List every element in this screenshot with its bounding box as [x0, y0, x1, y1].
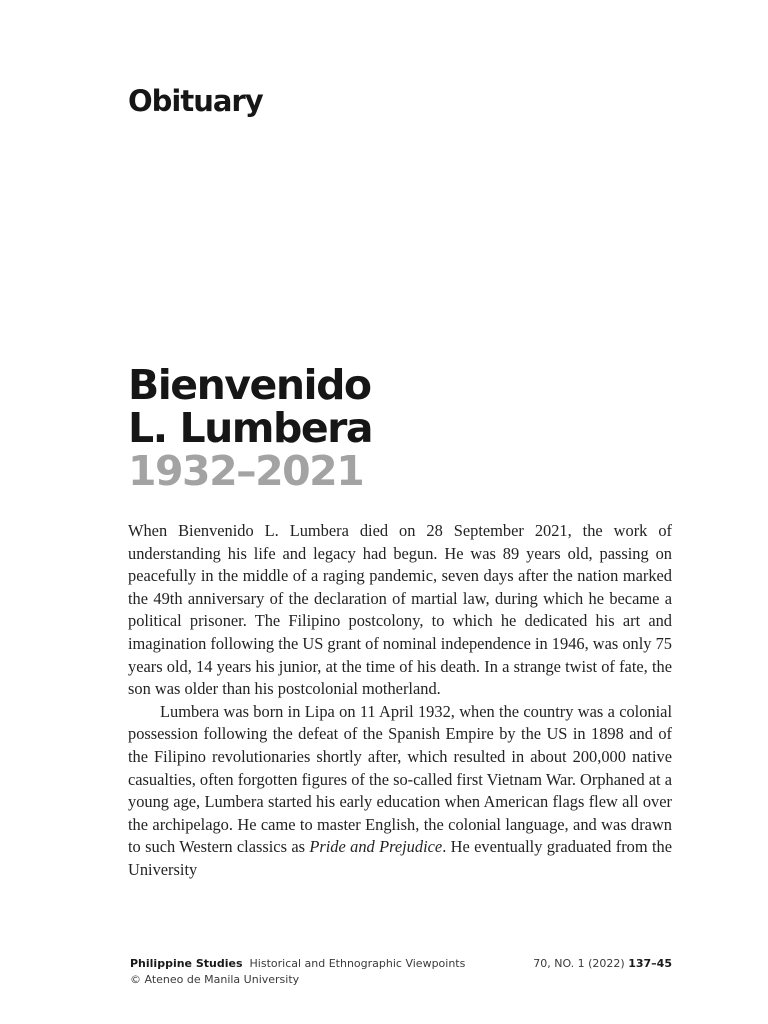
footer-row — [130, 956, 672, 972]
article-title — [128, 361, 373, 495]
paragraph-2-text-end: . He eventually graduated from the University — [128, 837, 672, 879]
journal-subtitle: Historical and Ethnographic Viewpoints — [249, 957, 466, 970]
title-years: 1932–2021 — [128, 447, 364, 495]
article-body — [128, 520, 672, 882]
page-range: 137–45 — [628, 957, 672, 970]
paragraph-2 — [128, 701, 672, 882]
title-line-surname: L. Lumbera — [128, 404, 373, 452]
journal-name: Philippine Studies — [130, 957, 243, 970]
citation — [533, 956, 672, 972]
paragraph-2-text: Lumbera was born in Lipa on 11 April 1932, when the country was a colonial possession following the defeat of the Spanish Empire by the US in 1898 and of the Filipino revolutionaries shortly after, which resulted in about 200,000 native casualties, often forgotten figures of the so-called first Vietnam War. Orphaned at a young age, Lumbera started his early education when American flags flew all over the archipelago. He came to master English, the colonial language, and was drawn to such Western classics as — [128, 701, 672, 857]
section-label: Obituary — [128, 84, 263, 118]
title-line-first-name: Bienvenido — [128, 361, 371, 409]
copyright: © Ateneo de Manila University — [130, 973, 300, 986]
journal-info — [130, 956, 465, 972]
book-title: Pride and Prejudice — [309, 837, 443, 857]
page-footer — [130, 956, 672, 988]
volume-issue: 70, NO. 1 (2022) — [533, 957, 625, 970]
paragraph-1: When Bienvenido L. Lumbera died on 28 September 2021, the work of understanding his life and legacy had begun. He was 89 years old, passing on peacefully in the middle of a raging pandemic, seven days after the nation marked the 49th anniversary of the declaration of martial law, during which he became a political prisoner. The Filipino postcolony, to which he dedicated his art and imagination following the US grant of nominal independence in 1946, was only 75 years old, 14 years his junior, at the time of his death. In a strange twist of fate, the son was older than his postcolonial motherland. — [128, 521, 672, 699]
